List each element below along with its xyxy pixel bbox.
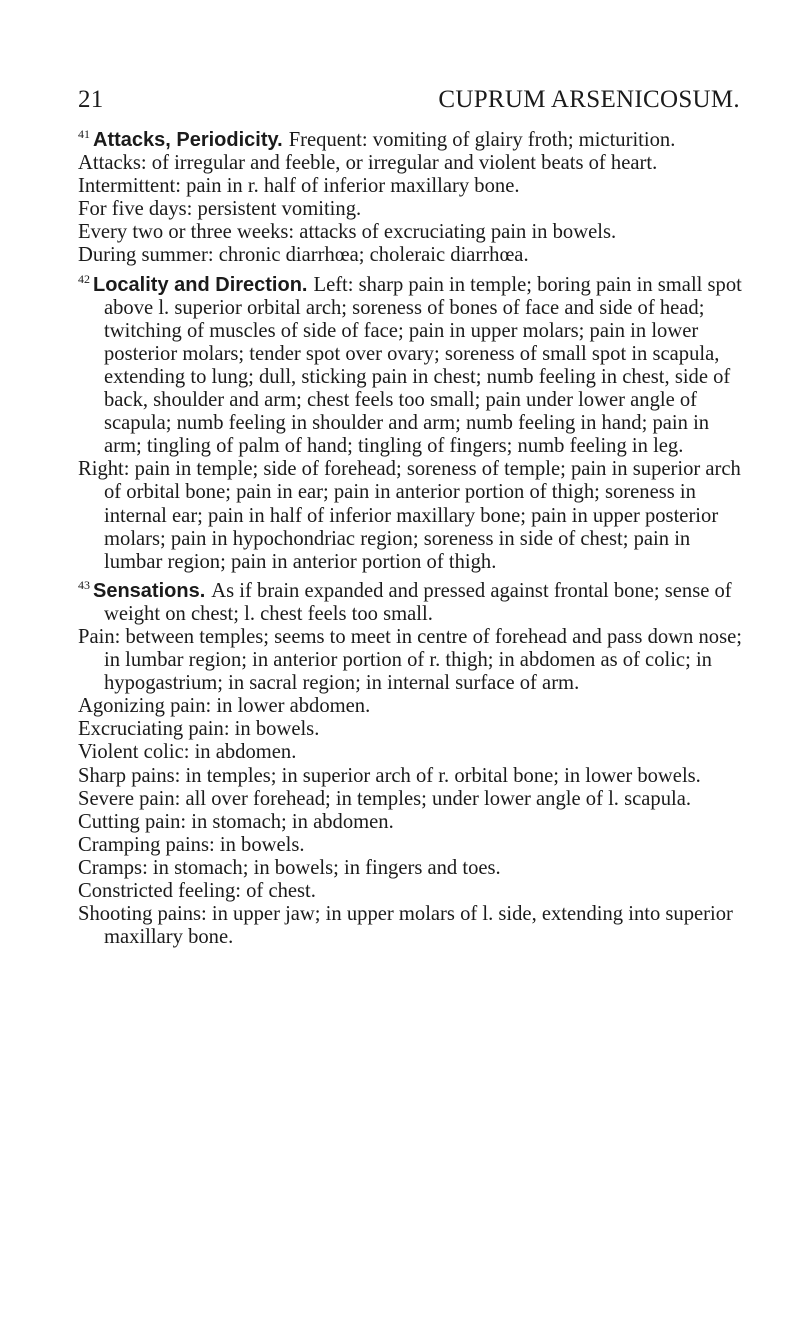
entry: For five days: persistent vomiting. [78,198,362,221]
entry: Right: pain in temple; side of forehead; soreness of temple; pain in superior arch of orbital bone; pain in ear; pain in anterior portion of thigh; soreness in internal ear; pain in half of inferior maxillary bone; pain in upper posterior molars; pain in hypochondriac region; soreness in side of chest; pain in lumbar region; pain in anterior portion of thigh. [78,458,741,573]
section-locality-direction [78,268,744,574]
section-sensations [78,574,744,950]
section-lead: Frequent: vomiting of glairy froth; micturition. [288,129,676,151]
entry: Cutting pain: in stomach; in abdomen. [78,810,394,833]
section-title: Attacks, Periodicity. [93,129,283,151]
section-lead-line [78,123,744,152]
entry: Pain: between temples; seems to meet in centre of forehead and pass down nose; in lumbar region; in anterior portion of r. thigh; in abdomen as of colic; in hypogastrium; in sacral region; in internal surface of arm. [78,625,742,695]
section-attacks-periodicity [78,123,744,268]
entry: Sharp pains: in temples; in superior arch of r. orbital bone; in lower bowels. [78,764,701,787]
section-lead-line [78,574,744,626]
entry: Excruciating pain: in bowels. [78,718,320,741]
section-lead: Left: sharp pain in temple; boring pain in small spot above l. superior orbital arch; soreness of bones of face and side of head; twitching of muscles of side of face; pain in upper molars; pain in lower posterior molars; tender spot over ovary; soreness of small spot in scapula, extending to lung; dull, sticking pain in chest; numb feeling in chest, side of back, shoulder and arm; chest feels too small; pain under lower angle of scapula; numb feeling in shoulder and arm; numb feeling in hand; pain in arm; tingling of palm of hand; tingling of fingers; numb feeling in leg. [104,273,742,458]
entry: Agonizing pain: in lower abdomen. [78,695,371,718]
entry: During summer: chronic diarrhœa; choleraic diarrhœa. [78,244,529,267]
entry: Cramps: in stomach; in bowels; in fingers and toes. [78,856,501,879]
section-number: 42 [78,271,90,286]
entry: Intermittent: pain in r. half of inferior maxillary bone. [78,175,520,198]
page-number: 21 [78,86,104,113]
section-title: Sensations. [93,579,206,602]
entry: Severe pain: all over forehead; in temples; under lower angle of l. scapula. [78,787,692,810]
section-number: 41 [78,127,90,141]
section-lead: As if brain expanded and pressed against frontal bone; sense of weight on chest; l. chest feels too small. [104,579,732,625]
entry: Shooting pains: in upper jaw; in upper molars of l. side, extending into superior maxillary bone. [78,903,733,949]
running-title: CUPRUM ARSENICOSUM. [438,86,740,113]
entry: Cramping pains: in bowels. [78,833,305,856]
section-lead-line [78,268,744,459]
section-title: Locality and Direction. [93,273,308,296]
entry: Every two or three weeks: attacks of excruciating pain in bowels. [78,221,617,244]
entry: Violent colic: in abdomen. [78,741,297,764]
page-header [78,86,740,118]
entry: Attacks: of irregular and feeble, or irregular and violent beats of heart. [78,152,658,175]
page-content [78,123,744,949]
section-number: 43 [78,577,90,592]
entry: Constricted feeling: of chest. [78,880,316,902]
